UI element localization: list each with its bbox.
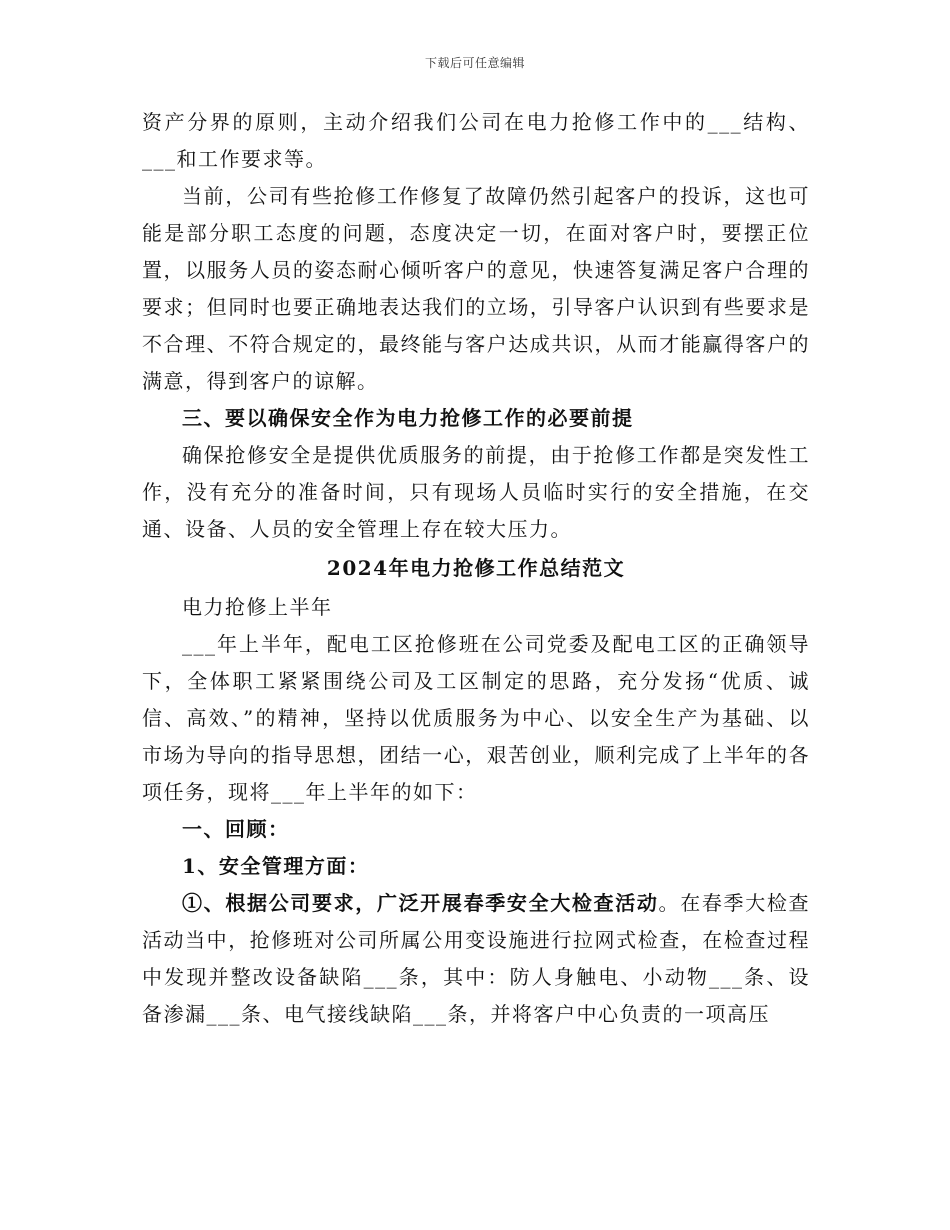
spring-inspection-lead: ①、根据公司要求，广泛开展春季安全大检查活动 <box>182 891 659 915</box>
paragraph-customer-complaints: 当前，公司有些抢修工作修复了故障仍然引起客户的投诉，这也可能是部分职工态度的问题，态度决定一切，在面对客户时，要摆正位置，以服务人员的姿态耐心倾听客户的意见，快速答复满足客户合理的要求；但同时也要正确地表达我们的立场，引导客户认识到有些要求是不合理、不符合规定的，最终能与客户达成共识，从而才能赢得客户的满意，得到客户的谅解。 <box>142 184 810 393</box>
paragraph-asset-boundary: 资产分界的原则，主动介绍我们公司在电力抢修工作中的___结构、___和工作要求等。 <box>142 110 810 171</box>
document-body <box>142 104 810 1033</box>
heading-safety-premise: 三、要以确保安全作为电力抢修工作的必要前提 <box>182 406 634 430</box>
subtitle-first-half: 电力抢修上半年 <box>182 595 333 619</box>
paragraph-first-half-summary: ___年上半年，配电工区抢修班在公司党委及配电工区的正确领导下，全体职工紧紧围绕公司及工区制定的思路，充分发扬“优质、诚信、高效、”的精神，坚持以优质服务为中心、以安全生产为基础、以市场为导向的指导思想，团结一心，艰苦创业，顺利完成了上半年的各项任务，现将___年上半年的如下： <box>142 632 810 804</box>
heading-safety-management: 1、安全管理方面： <box>182 854 370 878</box>
page-header: 下载后可任意编辑 <box>424 56 525 70</box>
paragraph-repair-safety: 确保抢修安全是提供优质服务的前提，由于抢修工作都是突发性工作，没有充分的准备时间，只有现场人员临时实行的安全措施，在交通、设备、人员的安全管理上存在较大压力。 <box>142 443 810 541</box>
paragraph-spring-inspection <box>142 885 810 1033</box>
document-title: 2024年电力抢修工作总结范文 <box>326 556 626 580</box>
spring-inspection-body: 。在春季大检查活动当中，抢修班对公司所属公用变设施进行拉网式检查，在检查过程中发现并整改设备缺陷___条，其中：防人身触电、小动物___条、设备渗漏___条、电气接线缺陷___条，并将客户中心负责的一项高压 <box>142 891 811 1026</box>
heading-review: 一、回顾： <box>182 817 290 841</box>
